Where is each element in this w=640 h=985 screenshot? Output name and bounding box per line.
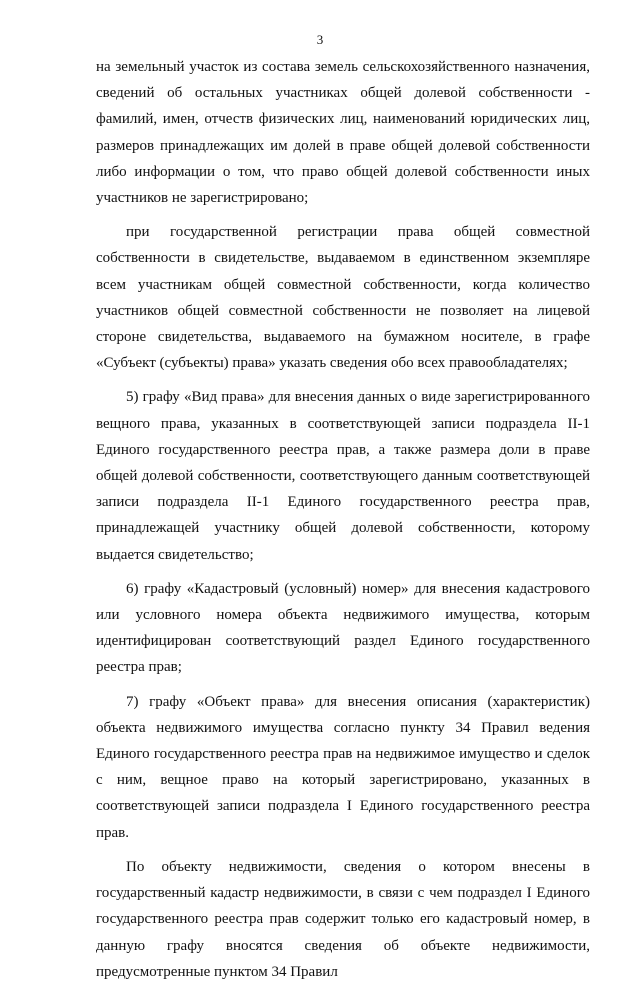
- paragraph-cadastre-note: По объекту недвижимости, сведения о котором внесены в государственный кадастр недвижимости, в связи с чем подраздел I Единого государственного реестра прав содержит только его кадастровый номер, в данную графу вносятся сведения об объекте недвижимости, предусмотренные пунктом 34 Правил: [96, 858, 590, 980]
- paragraph-continuation: на земельный участок из состава земель сельскохозяйственного назначения, сведений об остальных участниках общей долевой собственности - фамилий, имен, отчеств физических лиц, наименований юридических лиц, размеров принадлежащих им долей в праве общей долевой собственности либо информации о том, что право общей долевой собственности иных участников не зарегистрировано;: [96, 59, 590, 207]
- paragraph-item-5: 5) графу «Вид права» для внесения данных о виде зарегистрированного вещного права, указанных в соответствующей записи подраздела II-1 Единого государственного реестра прав, а также размера доли в праве общей долевой собственности, соответствующего данным соответствующей записи подраздела II-1 Единого государственного реестра прав, принадлежащей участнику общей долевой собственности, которому выдается свидетельство;: [96, 389, 590, 563]
- document-body: [96, 54, 590, 985]
- paragraph-item-7: 7) графу «Объект права» для внесения описания (характеристик) объекта недвижимого имущества согласно пункту 34 Правил ведения Единого государственного реестра прав на недвижимое имущество и сделок с ним, вещное право на который зарегистрировано, указанных в соответствующей записи подраздела I Единого государственного реестра прав.: [96, 693, 590, 841]
- page-number: 3: [316, 32, 324, 47]
- paragraph-joint-ownership: при государственной регистрации права общей совместной собственности в свидетельстве, выдаваемом в единственном экземпляре всем участникам общей совместной собственности, когда количество участников общей совместной собственности не позволяет на лицевой стороне свидетельства, выдаваемого на бумажном носителе, в графе «Субъект (субъекты) права» указать сведения обо всех правообладателях;: [96, 224, 590, 372]
- paragraph-item-6: 6) графу «Кадастровый (условный) номер» для внесения кадастрового или условного номера объекта недвижимого имущества, которым идентифицирован соответствующий раздел Единого государственного реестра прав;: [96, 580, 590, 676]
